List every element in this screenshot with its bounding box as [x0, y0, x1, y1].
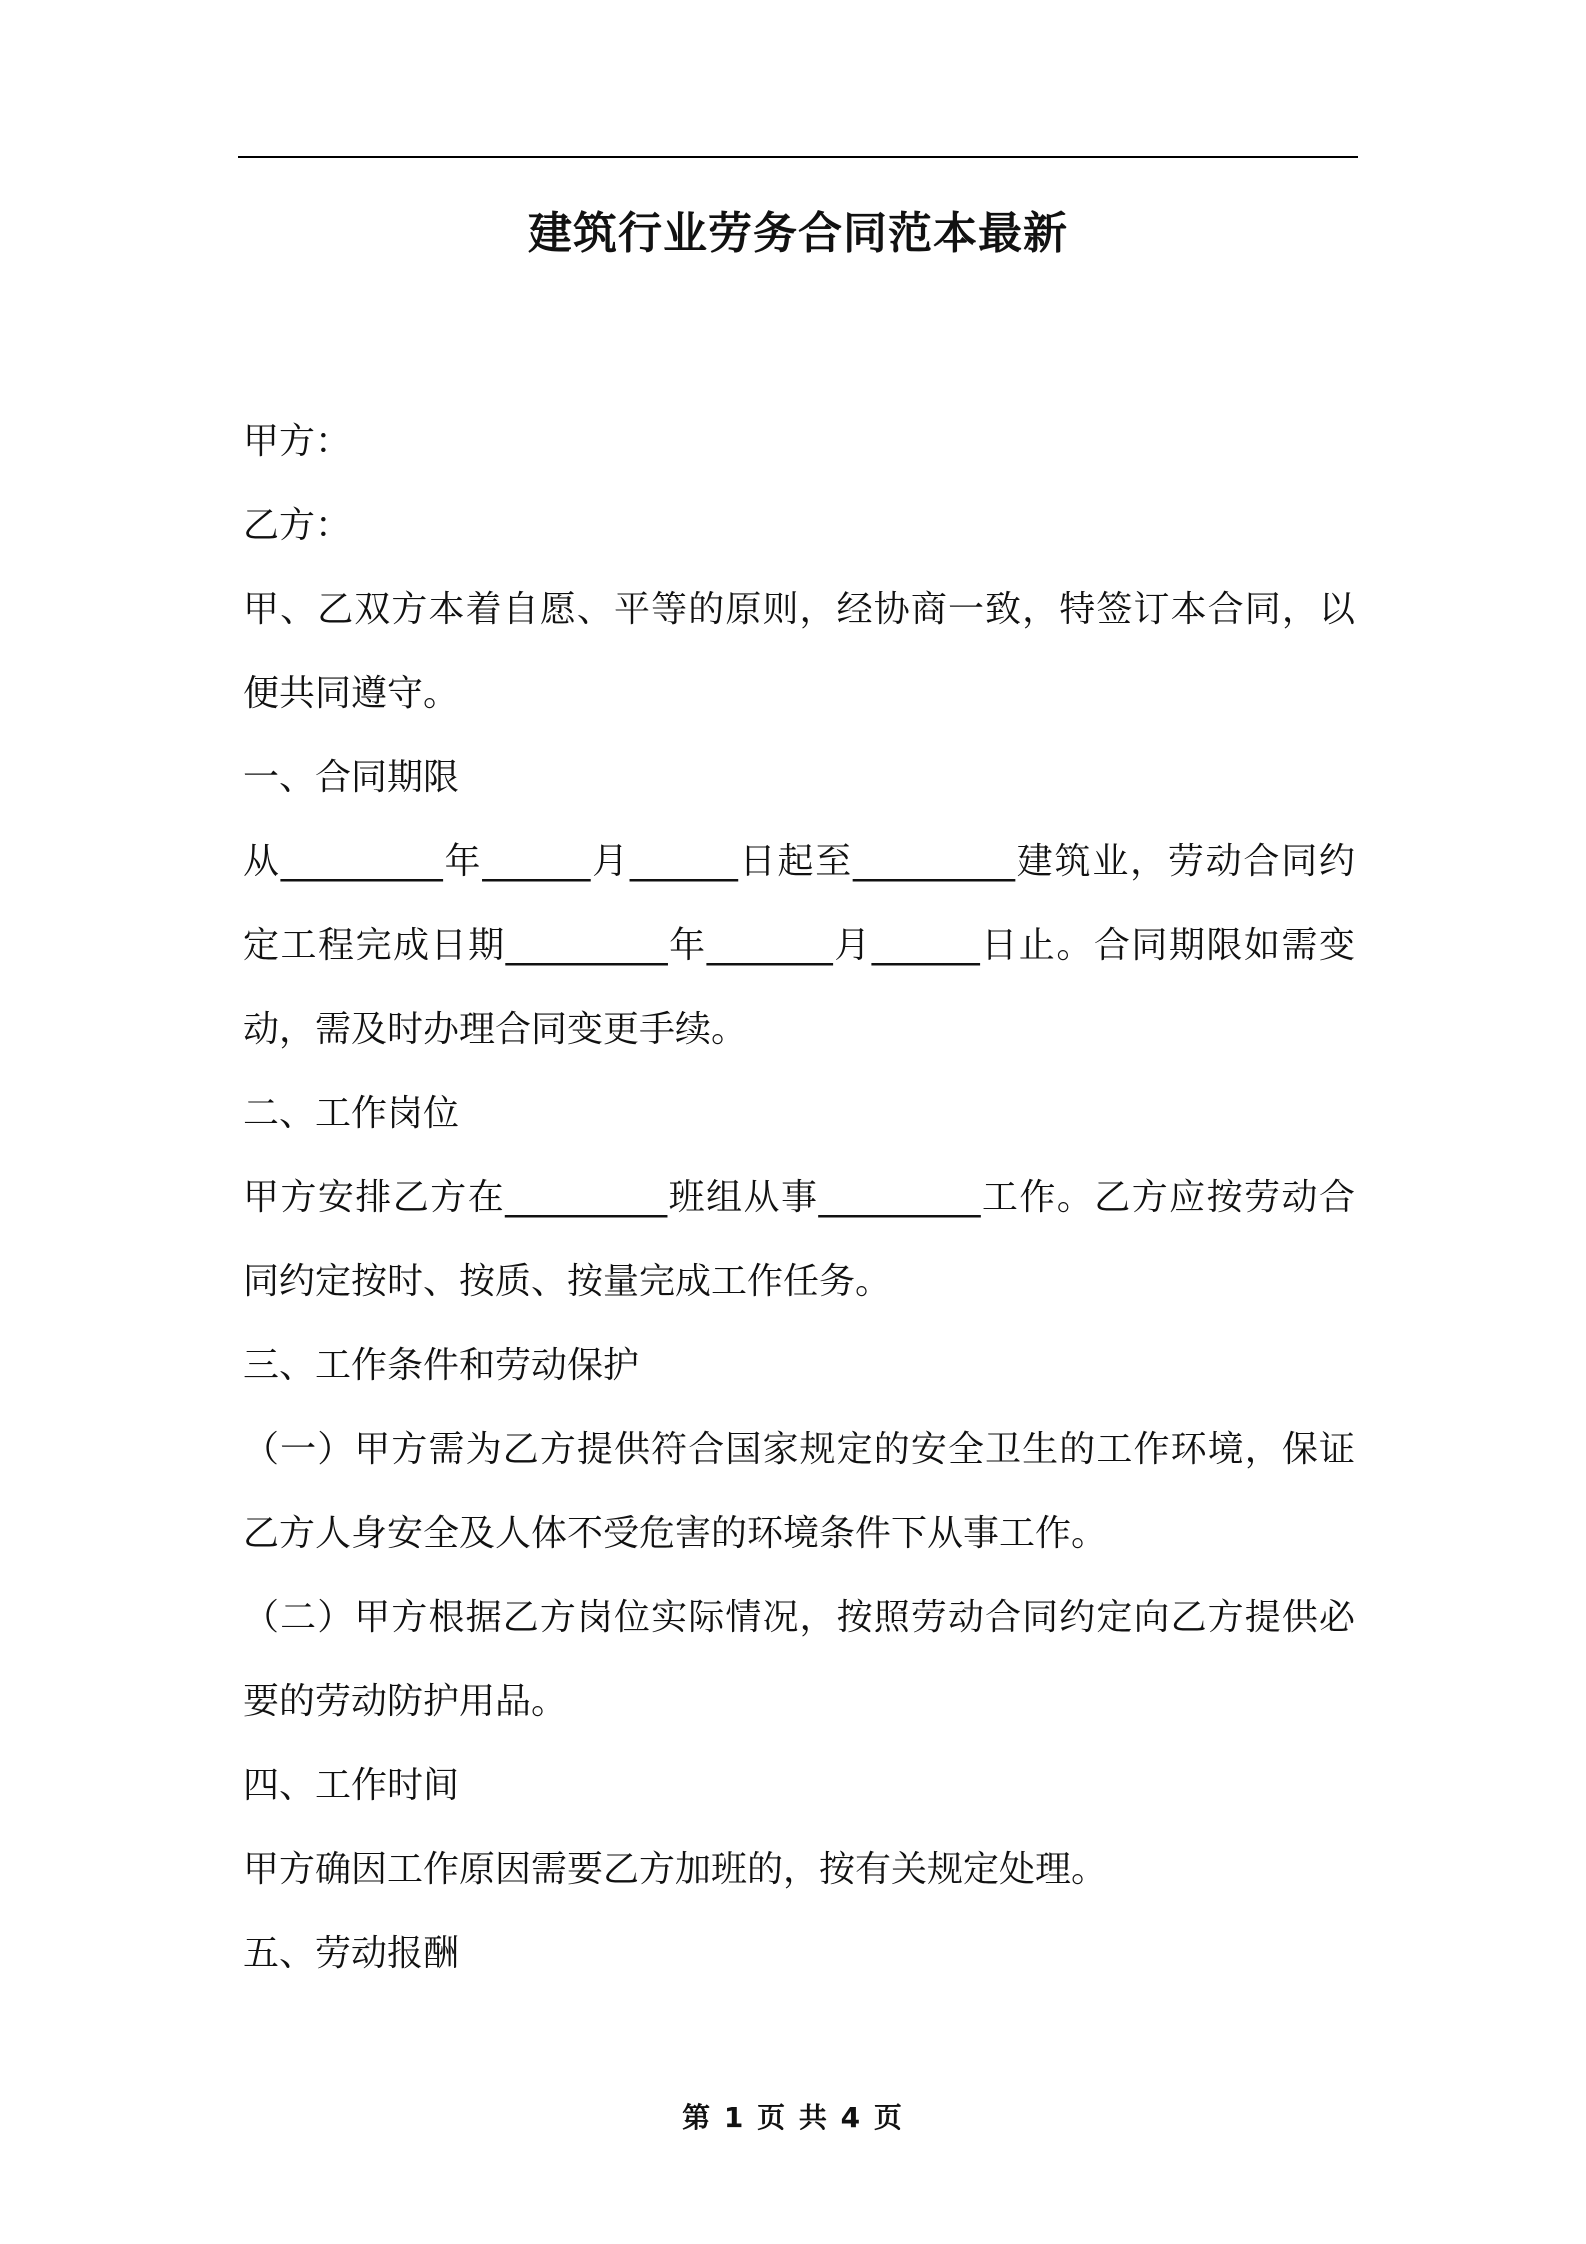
intro-paragraph: 甲、乙双方本着自愿、平等的原则，经协商一致，特签订本合同，以便共同遵守。	[243, 589, 1355, 714]
section-5-heading: 五、劳动报酬	[243, 1933, 460, 1974]
party-a-label: 甲方：	[243, 421, 352, 462]
section-1-heading: 一、合同期限	[243, 757, 460, 798]
section-4-text: 甲方确因工作原因需要乙方加班的，按有关规定处理。	[243, 1849, 1108, 1890]
section-2-text: 甲方安排乙方在_________班组从事_________工作。乙方应按劳动合同约定按时、按质、按量完成工作任务。	[243, 1177, 1355, 1302]
section-1-text: 从_________年______月______日起至_________建筑业，劳动合同约定工程完成日期_________年_______月______日止。合同期限如需变动，需及时办理合同变更手续。	[243, 841, 1355, 1050]
party-b-label: 乙方：	[243, 505, 352, 546]
section-2-heading: 二、工作岗位	[243, 1093, 460, 1134]
section-3-item-2: （二）甲方根据乙方岗位实际情况，按照劳动合同约定向乙方提供必要的劳动防护用品。	[243, 1597, 1355, 1722]
section-3-item-1: （一）甲方需为乙方提供符合国家规定的安全卫生的工作环境，保证乙方人身安全及人体不受危害的环境条件下从事工作。	[243, 1429, 1355, 1554]
document-title: 建筑行业劳务合同范本最新	[528, 208, 1068, 259]
section-4-heading: 四、工作时间	[243, 1765, 460, 1806]
section-3-heading: 三、工作条件和劳动保护	[243, 1345, 640, 1386]
header-divider	[238, 156, 1358, 158]
page-number: 第 1 页 共 4 页	[682, 2101, 904, 2134]
document-body	[243, 400, 1355, 1996]
